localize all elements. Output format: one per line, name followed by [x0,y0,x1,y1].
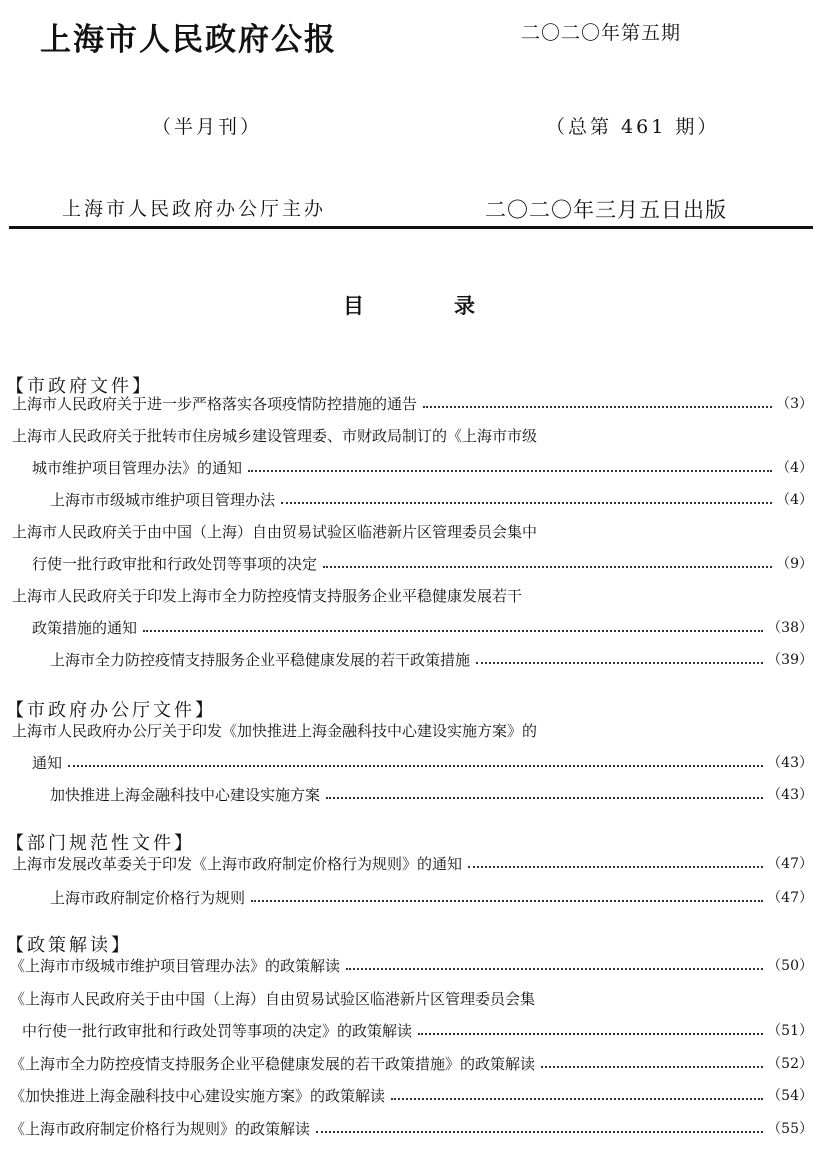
dot-leader [248,470,772,472]
publication-date: 二〇二〇年三月五日出版 [485,198,727,222]
issue-date: 二〇二〇年第五期 [521,22,682,44]
header-divider [9,226,813,229]
toc-entry-line [0,751,827,775]
dot-leader [423,406,772,408]
toc-entry-title: 通知 [32,754,63,772]
dot-leader [541,1066,763,1068]
page-number: （3） [776,396,813,412]
toc-entry-title: 《上海市全力防控疫情支持服务企业平稳健康发展的若干政策措施》的政策解读 [10,1054,536,1073]
total-issue-number: （总第 461 期） [546,116,720,138]
section-heading: 【市政府办公厅文件】 [6,700,216,721]
toc-entry-title: 《加快推进上海金融科技中心建设实施方案》的政策解读 [10,1087,386,1105]
toc-entry-line [0,584,827,608]
page-number: （9） [776,556,813,572]
dot-leader [476,662,763,664]
page-number: （39） [767,652,813,668]
toc-entry-title: 《上海市人民政府关于由中国（上海）自由贸易试验区临港新片区管理委员会集 [10,989,536,1008]
toc-entry-title: 上海市全力防控疫情支持服务企业平稳健康发展的若干政策措施 [50,651,471,669]
sponsor-line: 上海市人民政府办公厅主办 [62,198,327,220]
dot-leader [68,765,763,767]
toc-entry-line [0,456,827,480]
dot-leader [251,900,763,902]
toc-entry-title: 上海市市级城市维护项目管理办法 [50,491,276,509]
toc-entry-title: 《上海市政府制定价格行为规则》的政策解读 [10,1119,311,1138]
page-number: （38） [767,620,813,636]
toc-entry-title: 上海市人民政府关于批转市住房城乡建设管理委、市财政局制订的《上海市市级 [12,427,538,445]
toc-entry-line [0,520,827,544]
toc-entry-line [0,1117,827,1141]
toc-entry-line [0,552,827,576]
page-number: （4） [776,492,813,508]
page-number: （51） [767,1023,813,1039]
page-number: （55） [767,1120,813,1137]
page-number: （47） [767,890,813,906]
section-heading: 【政策解读】 [6,935,132,956]
toc-entry-line [0,852,827,876]
toc-title [343,290,475,320]
publication-frequency: （半月刊） [152,116,263,138]
toc-entry-line [0,1052,827,1076]
toc-entry-line [0,488,827,512]
page-number: （47） [767,856,813,872]
toc-entry-title: 政策措施的通知 [32,619,138,637]
masthead-title: 上海市人民政府公报 [40,22,337,58]
toc-entry-line [0,1019,827,1043]
dot-leader [346,968,763,970]
page-number: （50） [767,958,813,974]
dot-leader [326,797,763,799]
toc-entry-line [0,719,827,743]
toc-entry-line [0,648,827,672]
toc-entry-title: 上海市人民政府关于印发上海市全力防控疫情支持服务企业平稳健康发展若干 [12,587,523,605]
toc-entry-title: 中行使一批行政审批和行政处罚等事项的决定》的政策解读 [22,1022,413,1040]
toc-entry-title: 上海市人民政府关于由中国（上海）自由贸易试验区临港新片区管理委员会集中 [12,523,538,541]
dot-leader [281,502,772,504]
dot-leader [468,866,763,868]
dot-leader [418,1033,763,1035]
dot-leader [323,566,772,568]
toc-entry-line [0,424,827,448]
toc-entry-title: 上海市发展改革委关于印发《上海市政府制定价格行为规则》的通知 [12,855,463,873]
section-heading: 【部门规范性文件】 [6,833,195,854]
toc-entry-title: 加快推进上海金融科技中心建设实施方案 [50,786,321,804]
toc-entry-line [0,392,827,416]
section-heading: 【市政府文件】 [6,376,153,397]
toc-entry-line [0,1084,827,1108]
toc-entry-title: 上海市人民政府关于进一步严格落实各项疫情防控措施的通告 [12,395,418,413]
toc-entry-line [0,886,827,910]
toc-title-char: 目 [343,294,364,318]
page-number: （43） [767,787,813,803]
page-number: （43） [767,755,813,771]
toc-entry-title: 上海市政府制定价格行为规则 [50,889,246,907]
dot-leader [391,1098,763,1100]
toc-entry-title: 城市维护项目管理办法》的通知 [32,459,243,477]
page-number: （54） [767,1088,813,1104]
toc-entry-title: 上海市人民政府办公厅关于印发《加快推进上海金融科技中心建设实施方案》的 [12,722,538,740]
dot-leader [143,630,763,632]
toc-entry-line [0,616,827,640]
toc-entry-line [0,783,827,807]
dot-leader [316,1131,763,1133]
toc-entry-title: 《上海市市级城市维护项目管理办法》的政策解读 [10,957,341,975]
toc-entry-line [0,954,827,978]
toc-entry-line [0,987,827,1011]
toc-title-char: 录 [454,294,475,318]
toc-entry-title: 行使一批行政审批和行政处罚等事项的决定 [32,555,318,573]
page-number: （52） [767,1055,813,1072]
page-number: （4） [776,460,813,476]
